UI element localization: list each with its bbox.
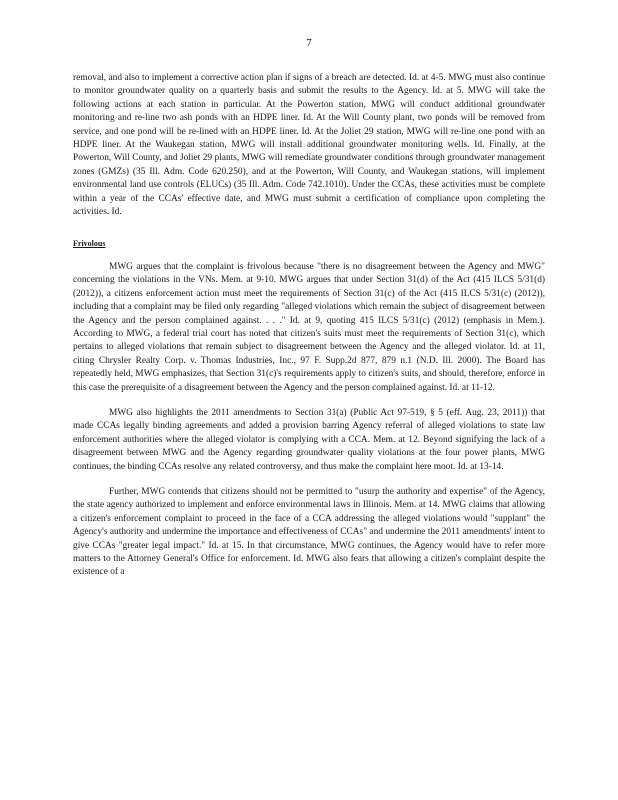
paragraph-usurp-authority: Further, MWG contends that citizens should not be permitted to "usurp the authority and expertise" of the Agency, the state agency authorized to implement and enforce environmental laws in Illinois. Mem. at 14. MWG claims that allowing a citizen's enforcement complaint to proceed in the face of a CCA addressing the alleged violations would "supplant" the Agency's authority and undermine the importance and effectiveness of CCAs" and undermine the 2011 amendments' intent to give CCAs "greater legal impact." Id. at 15. In that circumstance, MWG continues, the Agency would have to refer more matters to the Attorney General's Office for enforcement. Id. MWG also fears that allowing a citizen's complaint despite the existence of a [73,486,545,578]
paragraph-2011-amendments: MWG also highlights the 2011 amendments to Section 31(a) (Public Act 97-519, § 5 (eff. Aug. 23, 2011)) that made CCAs legally binding agreements and added a provision barring Agency referral of alleged violations to state law enforcement authorities where the alleged violator is complying with a CCA. Mem. at 12. Beyond signifying the lack of a disagreement between MWG and the Agency regarding groundwater quality violations at the four power plants, MWG continues, the binding CCAs resolve any related controversy, and thus make the complaint here moot. Id. at 13-14. [73,407,545,472]
section-heading-frivolous: Frivolous [73,239,106,249]
paragraph-frivolous-argument: MWG argues that the complaint is frivolous because "there is no disagreement between the Agency and MWG" concerning the violations in the VNs. Mem. at 9-10. MWG argues that under Section 31(d) of the Act (415 ILCS 5/31(d) (2012)), a citizens enforcement action must meet the requirements of Section 31(c) of the Act (415 ILCS 5/31(c) (2012)), including that a complaint may be filed only regarding "alleged violations which remain the subject of disagreement between the Agency and the person complained against. . . ." Id. at 9, quoting 415 ILCS 5/31(c) (2012) (emphasis in Mem.). According to MWG, a federal trial court has noted that citizen's suits must meet the requirements of Section 31(c), which pertains to alleged violations that remain subject to disagreement between the Agency and the alleged violator. Id. at 11, citing Chrysler Realty Corp. v. Thomas Industries, Inc., 97 F. Supp.2d 877, 879 n.1 (N.D. Ill. 2000). The Board has repeatedly held, MWG emphasizes, that Section 31(c)'s requirements apply to citizen's suits, and should, therefore, enforce in this case the prerequisite of a disagreement between the Agency and the person complained against. Id. at 11-12. [73,261,545,393]
document-body [73,72,545,580]
paragraph-ccas-activities: removal, and also to implement a corrective action plan if signs of a breach are detected. Id. at 4-5. MWG must also continue to monitor groundwater quality on a quarterly basis and submit the results to the Agency. Id. at 5. MWG will take the following actions at each station in particular. At the Powerton station, MWG will conduct additional groundwater monitoring and re-line two ash ponds with an HDPE liner. Id. At the Will County plant, two ponds will be removed from service, and one pond will be re-lined with an HDPE liner. Id. At the Joliet 29 station, MWG will re-line one pond with an HDPE liner. At the Waukegan station, MWG will install additional groundwater monitoring wells. Id. Finally, at the Powerton, Will County, and Joliet 29 plants, MWG will remediate groundwater conditions through groundwater management zones (GMZs) (35 Ill. Adm. Code 620.250), and at the Powerton, Will County, and Waukegan stations, will implement environmental land use controls (ELUCs) (35 Ill. Adm. Code 742.1010). Under the CCAs, these activities must be complete within a year of the CCAs' effective date, and MWG must submit a certification of compliance upon completing the activities. Id. [73,73,545,218]
page-number: 7 [306,37,312,49]
